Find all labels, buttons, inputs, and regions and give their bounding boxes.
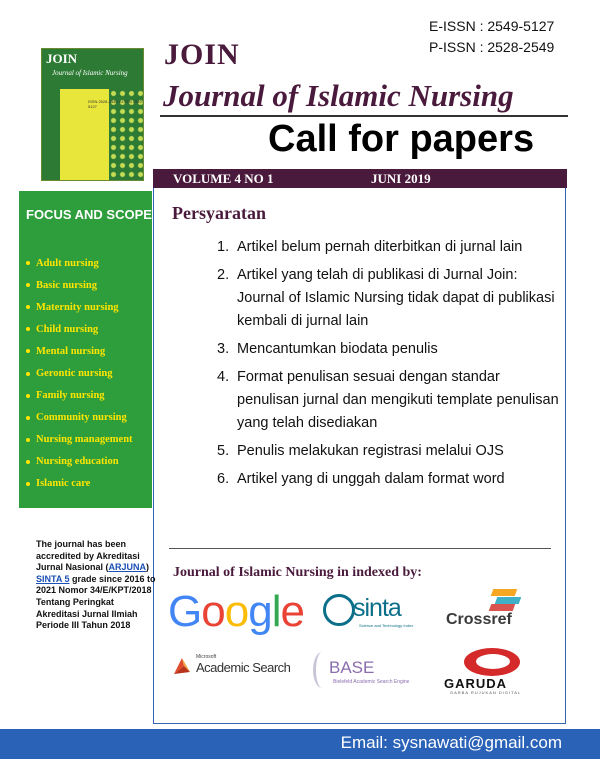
scope-list <box>26 252 133 495</box>
join-title: JOIN <box>164 38 240 71</box>
requirements-title: Persyaratan <box>172 203 266 223</box>
requirement-item: 3. Mencantumkan biodata penulis <box>217 341 438 357</box>
volume-number: VOLUME 4 NO 1 <box>173 171 274 186</box>
bullet-icon <box>26 261 30 265</box>
scope-item: Nursing education <box>26 451 133 473</box>
requirement-item: 5. Penulis melakukan registrasi melalui OJS <box>217 443 504 459</box>
e-issn: E-ISSN : 2549-5127 <box>429 18 555 34</box>
scope-item: Nursing management <box>26 429 133 451</box>
arjuna-link[interactable]: ARJUNA <box>108 562 147 573</box>
bullet-icon <box>26 438 30 442</box>
scope-item: Family nursing <box>26 385 133 407</box>
base-logo: BASE Bielefeld Academic Search Engine <box>311 652 421 692</box>
indexed-title: Journal of Islamic Nursing in indexed by: <box>173 565 422 580</box>
bullet-icon <box>26 482 30 486</box>
requirement-item: 4. Format penulisan sesuai dengan standar penulisan jurnal dan mengikuti template penulisan yang telah disediakan <box>217 369 559 431</box>
scope-item: Maternity nursing <box>26 296 133 318</box>
title-divider <box>160 115 568 117</box>
accreditation-note: The journal has been accredited by Akreditasi Jurnal Nasional (ARJUNA) SINTA 5 grade since 2016 to 2021 Nomor 34/E/KPT/2018 Tentang Peringkat Akreditasi Jurnal Ilmiah Periode III Tahun 2018 <box>36 539 156 631</box>
scope-item: Mental nursing <box>26 340 133 362</box>
scope-item: Adult nursing <box>26 252 133 274</box>
scope-item: Child nursing <box>26 318 133 340</box>
bullet-icon <box>26 394 30 398</box>
bullet-icon <box>26 372 30 376</box>
journal-cover-image <box>41 48 144 181</box>
bullet-icon <box>26 283 30 287</box>
requirement-item: 2. Artikel yang telah di publikasi di Jurnal Join: Journal of Islamic Nursing tidak dapat di publikasi kembali di jurnal lain <box>217 267 555 329</box>
call-for-papers-title: Call for papers <box>268 118 535 160</box>
sinta-circle-icon <box>323 594 355 626</box>
academic-search-icon <box>172 656 192 676</box>
garuda-logo: GARUDA GARBA RUJUKAN DIGITAL <box>444 648 544 692</box>
cover-issn: ISSN 2528-2549 e-ISSN 2549-5127 <box>88 99 143 109</box>
bullet-icon <box>26 305 30 309</box>
issn-block <box>429 16 554 58</box>
volume-date: JUNI 2019 <box>371 171 431 186</box>
scope-item: Gerontic nursing <box>26 362 133 384</box>
focus-scope-sidebar <box>19 191 152 508</box>
academic-search-logo: Microsoft Academic Search <box>172 652 272 688</box>
sinta-logo: sinta Science and Technology Index <box>323 594 433 634</box>
sidebar-title: FOCUS AND SCOPE <box>26 207 152 222</box>
bullet-icon <box>26 416 30 420</box>
crossref-logo: Crossref <box>446 589 546 629</box>
bullet-icon <box>26 349 30 353</box>
scope-item: Basic nursing <box>26 274 133 296</box>
volume-bar <box>153 169 567 188</box>
scope-item: Community nursing <box>26 407 133 429</box>
bullet-icon <box>26 327 30 331</box>
p-issn: P-ISSN : 2528-2549 <box>429 39 555 55</box>
journal-title: Journal of Islamic Nursing <box>163 78 514 113</box>
index-divider <box>169 548 551 549</box>
bullet-icon <box>26 460 30 464</box>
requirements-list <box>217 236 562 496</box>
scope-item: Islamic care <box>26 473 133 495</box>
email-text[interactable]: Email: sysnawati@gmail.com <box>340 733 562 752</box>
requirement-item: 1. Artikel belum pernah diterbitkan di jurnal lain <box>217 239 523 255</box>
google-logo: Google <box>168 587 304 636</box>
sinta-link[interactable]: SINTA 5 <box>36 573 70 584</box>
cover-logo: JOIN <box>46 51 78 66</box>
email-footer <box>0 729 600 759</box>
requirement-item: 6. Artikel yang di unggah dalam format word <box>217 471 505 487</box>
cover-subtitle: Journal of Islamic Nursing <box>52 69 128 77</box>
